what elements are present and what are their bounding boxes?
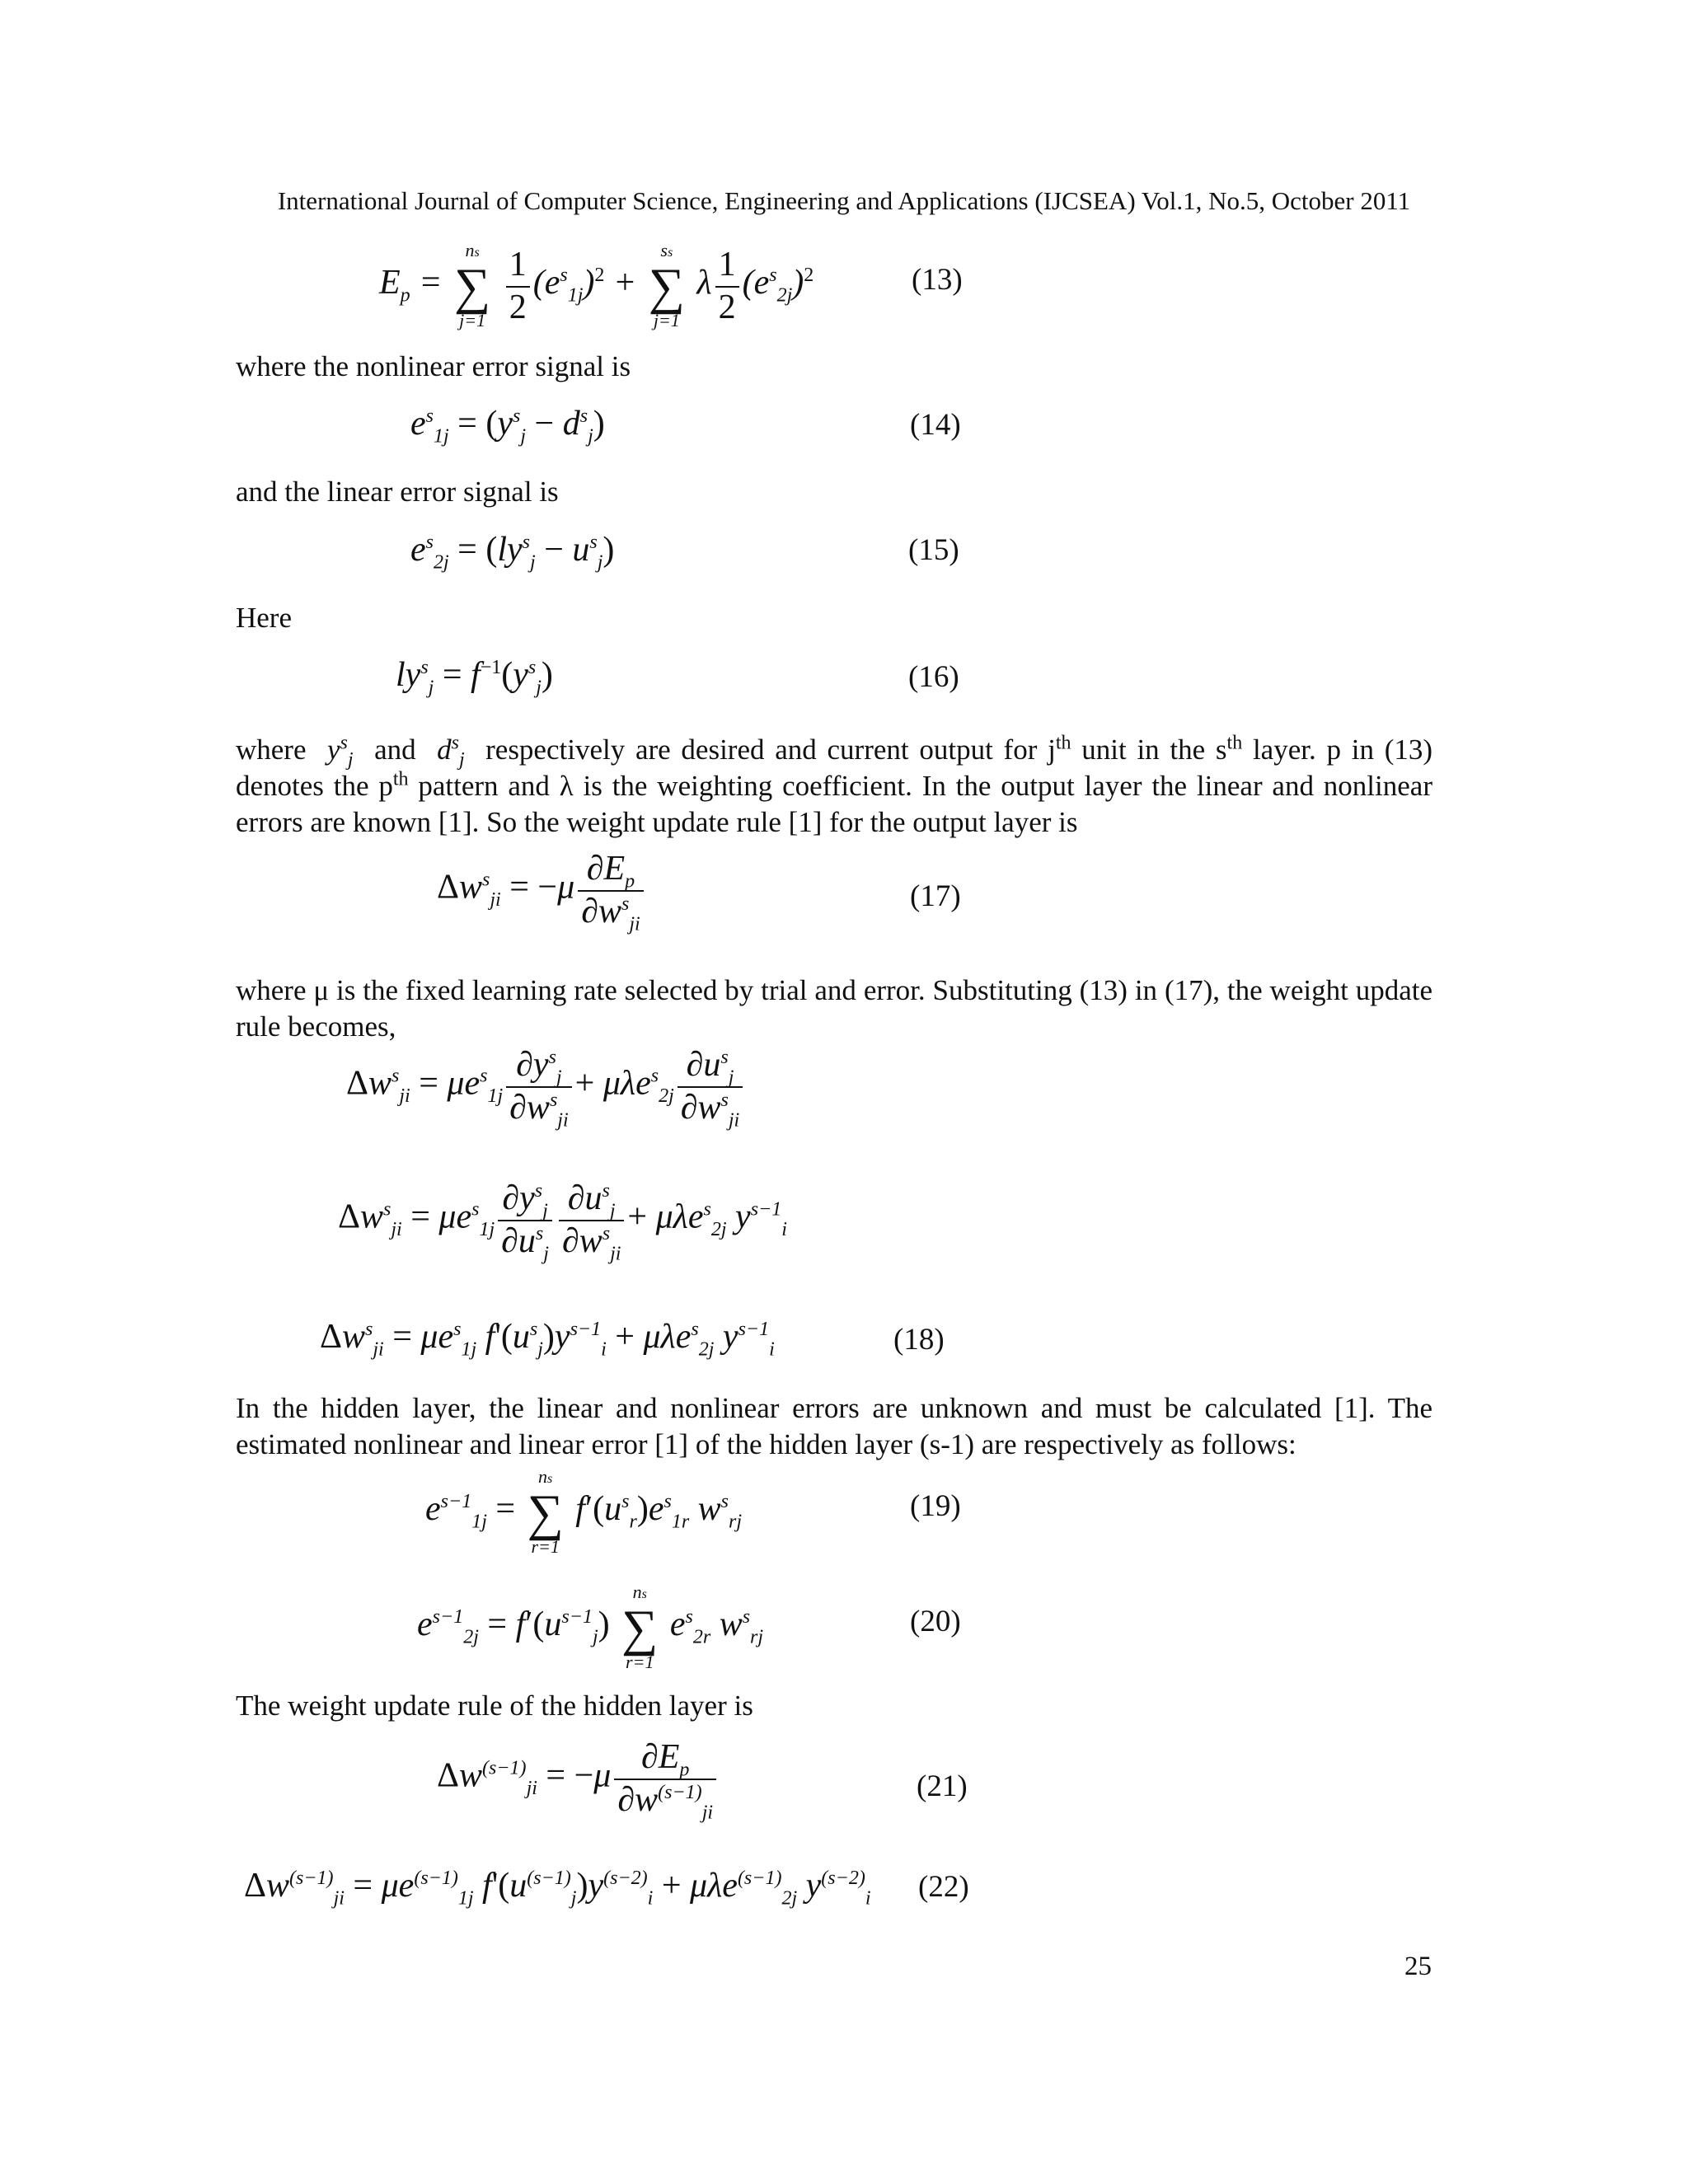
paragraph-desired-output bbox=[236, 732, 1432, 841]
text-pattern: pattern and λ is the weighting coefficient. In the output layer the linear and nonlinear errors are known [1]. So the weight update rule [1] for the output layer is bbox=[236, 770, 1432, 838]
journal-header: International Journal of Computer Science, Engineering and Applications (IJCSEA) Vol.1, No.5, October 2011 bbox=[277, 186, 1411, 215]
equation-18: $\Delta w^s_{ji} = \mu e^s_{1j}$ $f'(u^s_j)y^{s-1}_i + \mu\lambda e^s_{2j}$ $y^{s-1}_i$ bbox=[320, 1318, 775, 1361]
paragraph-here: Here bbox=[236, 602, 293, 634]
equation-16: $ly^s_j = f^{-1}(y^s_j)$ bbox=[396, 656, 553, 699]
equation-number-19: (19) bbox=[910, 1489, 961, 1523]
equation-18-step1: $\Delta w^s_{ji} = \mu e^s_{1j}$ $\frac{\partial y^s_j}{\partial w^s_{ji}}$ + μλe$^s_{2j}$ $\frac{\partial u^s_j}{\partial w^s_{ji}}$ bbox=[346, 1045, 746, 1127]
text-layer: layer. p in (13) denotes the p bbox=[236, 733, 1432, 802]
text-where: where bbox=[236, 733, 307, 766]
equation-19: $e^{s-1}_{1j}$ = ns ∑ r=1 $f'(u^s_r)e^s_{1r}$ $w^s_{rj}$ bbox=[425, 1466, 743, 1557]
equation-number-17: (17) bbox=[910, 879, 961, 913]
inline-y-sj: $y^s_j$ bbox=[316, 732, 354, 771]
equation-number-16: (16) bbox=[908, 660, 959, 694]
equation-number-22: (22) bbox=[918, 1870, 969, 1904]
equation-14: $e^s_{1j} = (y^s_j - d^s_j)$ bbox=[410, 405, 605, 448]
superscript-th: th bbox=[1226, 732, 1243, 754]
equation-20: $e^{s-1}_{2j} = f'(u^{s-1}_j)$ ns ∑ r=1 $e^s_{2r}$ $w^s_{rj}$ bbox=[417, 1582, 764, 1672]
equation-18-step2: $\Delta w^s_{ji} = \mu e^s_{1j}$ $\frac{\partial y^s_j}{\partial u^s_j}$ $\frac{\partial u^s_j}{\partial w^s_{ji}}$ + μλe$^s_{2j}$ $y^{s-1}_i$ bbox=[338, 1179, 787, 1265]
equation-number-14: (14) bbox=[910, 408, 961, 442]
equation-number-13: (13) bbox=[912, 263, 963, 297]
equation-17: $\Delta w^s_{ji} = -\mu$ $\frac{\partial E_p}{\partial w^s_{ji}}$ bbox=[437, 849, 647, 931]
equation-number-20: (20) bbox=[910, 1605, 961, 1638]
text-and: and bbox=[374, 733, 416, 766]
equation-13: $E_p$ = ns ∑ j=1 $\frac{1}{2}$ $(e^s_{1j})^2$ + ss ∑ j=1 λ $\frac{1}{2}$ $(e^s_{2j})^2$ bbox=[379, 240, 814, 330]
equation-number-21: (21) bbox=[917, 1769, 968, 1803]
equation-number-18: (18) bbox=[893, 1323, 945, 1357]
paragraph-nonlinear-error: where the nonlinear error signal is bbox=[236, 350, 631, 382]
superscript-th: th bbox=[392, 768, 409, 790]
equation-number-15: (15) bbox=[908, 533, 959, 567]
superscript-th: th bbox=[1055, 732, 1071, 754]
equation-21: $\Delta w^{(s-1)}_{ji} = -\mu$ $\frac{\partial E_p}{\partial w^{(s-1)}_{ji}}$ bbox=[437, 1737, 720, 1820]
inline-d-sj: $d^s_j$ bbox=[426, 732, 465, 771]
text-unit: unit in the s bbox=[1071, 733, 1227, 766]
page-number: 25 bbox=[1404, 1952, 1432, 1981]
equation-22: $\Delta w^{(s-1)}_{ji} = \mu e^{(s-1)}_{1j}$ $f'(u^{(s-1)}_j)y^{(s-2)}_i + \mu\lambda e^{(s-1)}_{2j}$ $y^{(s-2)}_i$ bbox=[244, 1867, 871, 1910]
paragraph-hidden-update: The weight update rule of the hidden layer is bbox=[236, 1690, 753, 1722]
paragraph-hidden-layer: In the hidden layer, the linear and nonlinear errors are unknown and must be calculated [1]. The estimated nonlinear and linear error [1] of the hidden layer (s-1) are respectively as follows: bbox=[236, 1392, 1432, 1460]
equation-15: $e^s_{2j} = (ly^s_j - u^s_j)$ bbox=[410, 531, 615, 574]
paragraph-linear-error: and the linear error signal is bbox=[236, 476, 559, 508]
text-respectively: respectively are desired and current output for j bbox=[485, 733, 1056, 766]
paragraph-learning-rate: where μ is the fixed learning rate selected by trial and error. Substituting (13) in (17), the weight update rule becomes, bbox=[236, 974, 1432, 1043]
